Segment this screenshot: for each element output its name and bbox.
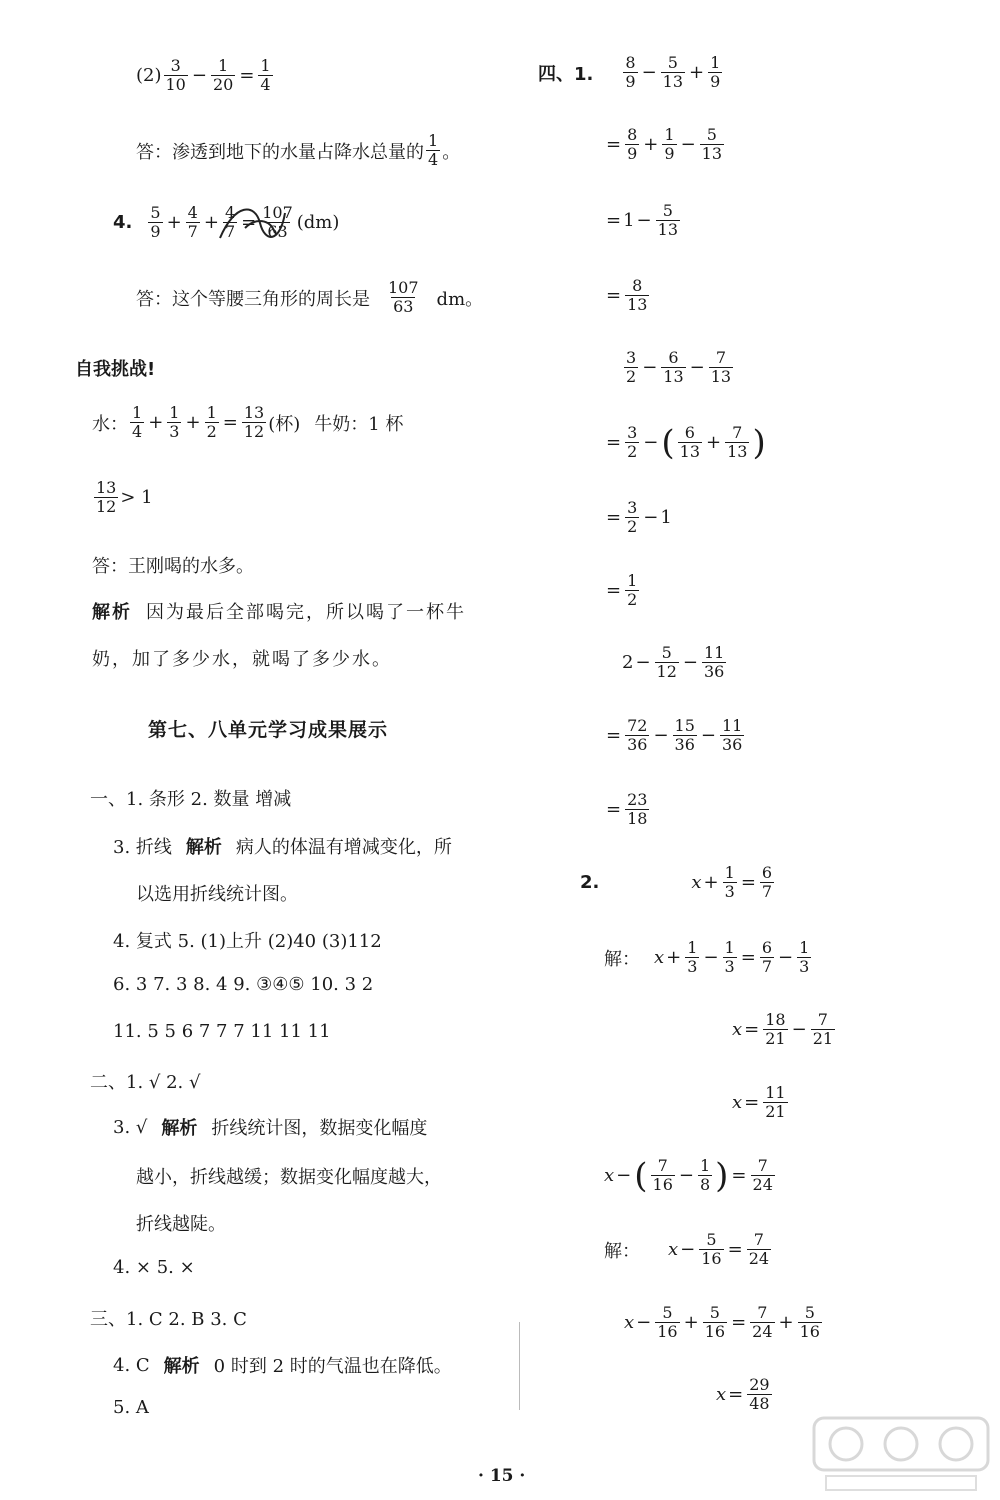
part3-line1: 三、1. C 2. B 3. C	[90, 1309, 247, 1330]
q4-1-expr: 四、1. $\frac{8}{9}$ − $\frac{5}{13}$ + $\frac{1}{9}$	[538, 53, 721, 91]
q4-2-expr: $\frac{3}{2}$ − $\frac{6}{13}$ − $\frac{7}{13}$	[626, 348, 732, 386]
part1-line1: 一、1. 条形 2. 数量 增减	[90, 789, 292, 810]
watermark-logo-icon	[806, 1412, 996, 1496]
q4-3-expr: 2 − $\frac{5}{12}$ − $\frac{11}{36}$	[622, 643, 725, 681]
part1-line3b: 以选用折线统计图。	[136, 884, 298, 905]
q2b-solve-step2: x − $\frac{5}{16}$ + $\frac{5}{16}$ = $\frac{7}{24}$ + $\frac{5}{16}$	[624, 1303, 820, 1341]
challenge-water: 水： $\frac{1}{4}$ + $\frac{1}{3}$ + $\frac{1}{2}$ = $\frac{13}{12}$ (杯) 牛奶：1 杯	[92, 403, 404, 441]
part3-line4: 4. C 解析 0 时到 2 时的气温也在降低。	[113, 1354, 452, 1377]
part2-line4: 4. × 5. ×	[113, 1257, 195, 1278]
q4-2-step1: = $\frac{3}{2}$ − ( $\frac{6}{13}$ + $\frac{7}{13}$ )	[606, 422, 766, 463]
part1-line11: 11. 5 5 6 7 7 7 11 11 11	[113, 1021, 331, 1042]
item-number: (2)	[136, 65, 162, 87]
q2-solve-step1: 解： x + $\frac{1}{3}$ − $\frac{1}{3}$ = $\frac{6}{7}$ − $\frac{1}{3}$	[604, 938, 810, 976]
q4-3-step1: = $\frac{72}{36}$ − $\frac{15}{36}$ − $\frac{11}{36}$	[606, 716, 743, 754]
section-title: 第七、八单元学习成果展示	[148, 719, 389, 741]
q2b-equation: x − ( $\frac{7}{16}$ − $\frac{1}{8}$ ) = $\frac{7}{24}$	[604, 1155, 773, 1196]
part1-line6: 6. 3 7. 3 8. 4 9. ③④⑤ 10. 3 2	[113, 974, 374, 995]
challenge-title: 自我挑战!	[75, 359, 156, 380]
compare-line: $\frac{13}{12}$ > 1	[96, 478, 153, 516]
q2-equation: 2. x + $\frac{1}{3}$ = $\frac{6}{7}$	[580, 863, 773, 901]
q4-1-step1: = $\frac{8}{9}$ + $\frac{1}{9}$ − $\frac{5}{13}$	[606, 125, 723, 163]
answer-water: 答：渗透到地下的水量占降水总量的 $\frac{1}{4}$ 。	[136, 131, 461, 169]
analysis-line-2: 奶，加了多少水，就喝了多少水。	[92, 649, 392, 670]
q4-2-step2: = $\frac{3}{2}$ − 1	[606, 498, 672, 536]
q2-solve-step2: x = $\frac{18}{21}$ − $\frac{7}{21}$	[732, 1010, 834, 1048]
q2-solve-result: x = $\frac{11}{21}$	[732, 1083, 786, 1121]
answer-perimeter: 答：这个等腰三角形的周长是 $\frac{107}{63}$ dm。	[136, 278, 484, 316]
column-divider	[519, 1322, 520, 1410]
q2b-solve-step1: 解： x − $\frac{5}{16}$ = $\frac{7}{24}$	[604, 1230, 770, 1268]
q4-2-step3: = $\frac{1}{2}$	[606, 571, 638, 609]
part2-line3b: 越小，折线越缓；数据变化幅度越大，	[136, 1167, 442, 1188]
analysis-line-1: 解析 因为最后全部喝完，所以喝了一杯牛	[92, 602, 466, 623]
q4-1-step2: = 1 − $\frac{5}{13}$	[606, 201, 678, 239]
page-number: · 15 ·	[478, 1466, 526, 1486]
pen-scribble-icon	[215, 198, 295, 248]
line-2-fraction: (2) $\frac{3}{10}$ − $\frac{1}{20}$ = $\frac{1}{4}$	[136, 56, 271, 94]
line-4-sum: 4. $\frac{5}{9}$ + $\frac{4}{7}$ + $\frac{4}{7}$ = $\frac{107}{63}$ (dm)	[113, 203, 340, 241]
answer-wanggang: 答：王刚喝的水多。	[92, 556, 254, 577]
part2-line3c: 折线越陡。	[136, 1214, 226, 1235]
q2b-solve-result: x = $\frac{29}{48}$	[716, 1375, 770, 1413]
part2-line3: 3. √ 解析 折线统计图，数据变化幅度	[113, 1116, 428, 1139]
part1-line4: 4. 复式 5. (1)上升 (2)40 (3)112	[113, 931, 382, 952]
q4-1-step3: = $\frac{8}{13}$	[606, 276, 648, 314]
part1-line3: 3. 折线 解析 病人的体温有增减变化，所	[113, 837, 452, 858]
part2-line1: 二、1. √ 2. √	[90, 1072, 201, 1093]
q4-3-step2: = $\frac{23}{18}$	[606, 790, 648, 828]
part3-line5: 5. A	[113, 1397, 149, 1418]
